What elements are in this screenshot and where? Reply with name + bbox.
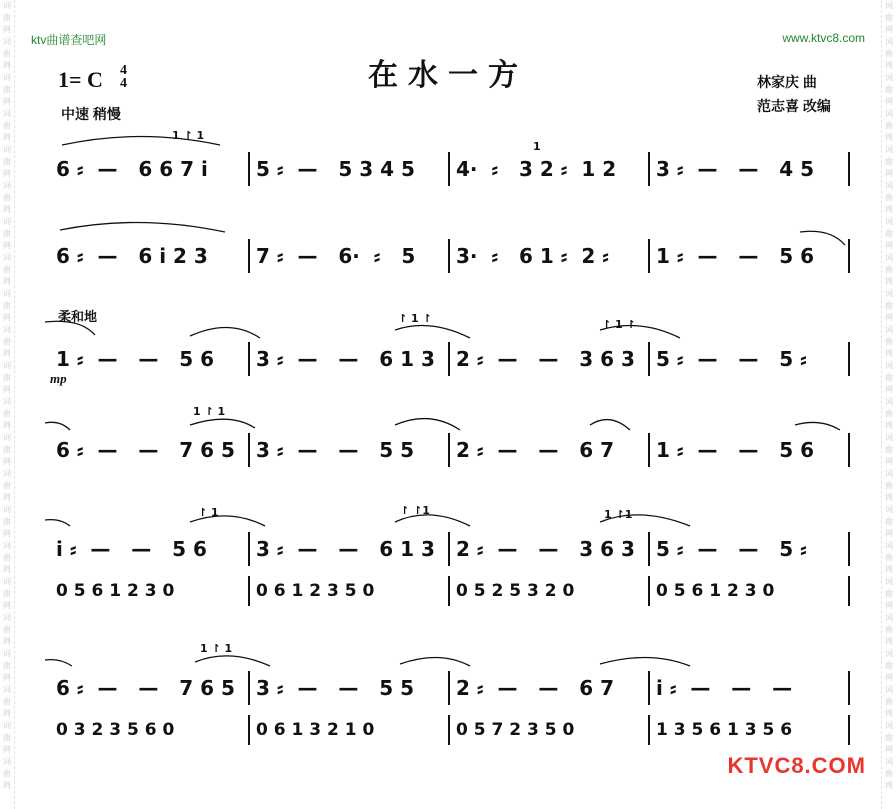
measure: 1 ⸗ — — 5 6 — [648, 433, 850, 467]
watermark-char: 曲 — [3, 769, 11, 778]
measure: 5 ⸗ — 5 3 4 5 — [248, 152, 448, 186]
svg-text:1 ↾ 1: 1 ↾ 1 — [193, 405, 226, 418]
watermark-char: 词 — [885, 685, 893, 694]
watermark-char: 词 — [885, 109, 893, 118]
watermark-char: 词 — [885, 145, 893, 154]
watermark-char: 词 — [3, 505, 11, 514]
watermark-char: 曲 — [885, 193, 893, 202]
watermark-char: 网 — [885, 529, 893, 538]
watermark-char: 网 — [3, 601, 11, 610]
watermark-char: 词 — [885, 73, 893, 82]
watermark-char: 词 — [885, 37, 893, 46]
watermark-char: 词 — [3, 685, 11, 694]
measure: 3 ⸗ — — 5 5 — [248, 671, 448, 705]
watermark-char: 词 — [885, 721, 893, 730]
watermark-char: 曲 — [3, 481, 11, 490]
watermark-char: 词 — [3, 541, 11, 550]
watermark-char: 网 — [885, 745, 893, 754]
watermark-char: 曲 — [885, 229, 893, 238]
watermark-char: 曲 — [885, 661, 893, 670]
watermark-char: 词 — [3, 181, 11, 190]
watermark-char: 网 — [885, 385, 893, 394]
watermark-char: 网 — [3, 781, 11, 790]
watermark-char: 网 — [885, 205, 893, 214]
watermark-char: 网 — [885, 493, 893, 502]
watermark-char: 网 — [885, 781, 893, 790]
watermark-char: 词 — [3, 397, 11, 406]
time-signature-top: 4 — [120, 63, 127, 78]
measure: 0 6 1 2 3 5 0 — [248, 576, 448, 606]
watermark-char: 曲 — [885, 49, 893, 58]
measure: 2 ⸗ — — 3 6 3 — [448, 342, 648, 376]
measure: 0 5 2 5 3 2 0 — [448, 576, 648, 606]
watermark-char: 曲 — [3, 589, 11, 598]
watermark-char: 曲 — [3, 157, 11, 166]
measure: 2 ⸗ — — 6 7 — [448, 671, 648, 705]
watermark-char: 网 — [885, 349, 893, 358]
measure: 3 ⸗ — — 6 1 3 — [248, 532, 448, 566]
watermark-char: 曲 — [3, 301, 11, 310]
watermark-char: 曲 — [885, 733, 893, 742]
watermark-char: 网 — [3, 133, 11, 142]
watermark-char: 曲 — [3, 553, 11, 562]
watermark-char: 词 — [3, 613, 11, 622]
watermark-char: 网 — [885, 313, 893, 322]
watermark-char: 网 — [3, 565, 11, 574]
measure: 0 3 2 3 5 6 0 — [56, 720, 175, 740]
arranger-credit: 范志喜 改编 — [757, 98, 831, 114]
watermark-char: 词 — [885, 649, 893, 658]
watermark-char: 曲 — [3, 121, 11, 130]
watermark-char: 曲 — [3, 13, 11, 22]
watermark-char: 网 — [3, 277, 11, 286]
watermark-char: 词 — [885, 1, 893, 10]
watermark-char: 词 — [3, 109, 11, 118]
watermark-char: 词 — [3, 253, 11, 262]
svg-text:↾ 1 ↾: ↾ 1 ↾ — [398, 312, 432, 325]
measure: 0 5 6 1 2 3 0 — [648, 576, 850, 606]
watermark-char: 网 — [885, 133, 893, 142]
watermark-char: 网 — [3, 61, 11, 70]
watermark-char: 词 — [3, 361, 11, 370]
svg-text:1 ↾ 1: 1 ↾ 1 — [200, 642, 233, 655]
watermark-char: 词 — [3, 217, 11, 226]
watermark-char: 网 — [885, 61, 893, 70]
watermark-char: 网 — [3, 97, 11, 106]
site-name-watermark: ktv曲谱查吧网 — [31, 33, 107, 47]
measure: 6 ⸗ — — 7 6 5 — [56, 437, 235, 462]
watermark-char: 网 — [885, 673, 893, 682]
watermark-char: 曲 — [3, 337, 11, 346]
watermark-char: 词 — [3, 325, 11, 334]
watermark-char: 词 — [3, 1, 11, 10]
watermark-char: 词 — [885, 217, 893, 226]
watermark-char: 网 — [885, 565, 893, 574]
watermark-char: 曲 — [885, 301, 893, 310]
watermark-char: 曲 — [3, 193, 11, 202]
watermark-char: 网 — [3, 745, 11, 754]
watermark-char: 曲 — [885, 409, 893, 418]
watermark-char: 词 — [3, 37, 11, 46]
watermark-char: 网 — [885, 457, 893, 466]
watermark-char: 网 — [3, 529, 11, 538]
watermark-char: 曲 — [3, 697, 11, 706]
watermark-char: 词 — [885, 289, 893, 298]
watermark-char: 曲 — [3, 49, 11, 58]
watermark-char: 网 — [3, 709, 11, 718]
svg-text:1: 1 — [533, 140, 541, 153]
measure: 1 ⸗ — — 5 6 — [56, 346, 215, 371]
watermark-char: 曲 — [3, 373, 11, 382]
watermark-char: 网 — [885, 709, 893, 718]
watermark-char: 词 — [885, 253, 893, 262]
watermark-char: 网 — [3, 385, 11, 394]
watermark-char: 曲 — [885, 769, 893, 778]
measure: i ⸗ — — — — [648, 671, 850, 705]
watermark-char: 网 — [885, 97, 893, 106]
measure: 3 ⸗ — — 5 5 — [248, 433, 448, 467]
watermark-char: 网 — [3, 637, 11, 646]
watermark-char: 曲 — [885, 13, 893, 22]
watermark-char: 词 — [885, 181, 893, 190]
watermark-char: 词 — [3, 73, 11, 82]
measure: 6 ⸗ — 6 6 7 i — [56, 156, 208, 181]
watermark-char: 网 — [3, 169, 11, 178]
watermark-char: 曲 — [885, 481, 893, 490]
key-signature: 1= C — [58, 67, 103, 92]
measure: 7 ⸗ — 6· ⸗ 5 — [248, 239, 448, 273]
watermark-char: 网 — [885, 241, 893, 250]
tempo-marking: 中速 稍慢 — [61, 106, 121, 122]
watermark-char: 曲 — [885, 589, 893, 598]
watermark-char: 词 — [3, 577, 11, 586]
measure: 3 ⸗ — — 6 1 3 — [248, 342, 448, 376]
watermark-char: 网 — [3, 673, 11, 682]
measure: 2 ⸗ — — 3 6 3 — [448, 532, 648, 566]
watermark-char: 词 — [3, 469, 11, 478]
watermark-char: 网 — [885, 169, 893, 178]
watermark-char: 词 — [885, 361, 893, 370]
site-url-watermark: www.ktvc8.com — [782, 31, 865, 45]
watermark-char: 网 — [885, 277, 893, 286]
measure: 3 ⸗ — — 4 5 — [648, 152, 850, 186]
svg-text:1 ↾1: 1 ↾1 — [604, 508, 633, 521]
watermark-char: 曲 — [885, 553, 893, 562]
watermark-char: 词 — [885, 505, 893, 514]
measure: 1 ⸗ — — 5 6 — [648, 239, 850, 273]
watermark-char: 曲 — [3, 85, 11, 94]
watermark-char: 曲 — [3, 409, 11, 418]
measure: i ⸗ — — 5 6 — [56, 536, 207, 561]
measure: 1 3 5 6 1 3 5 6 — [648, 715, 850, 745]
watermark-char: 词 — [885, 469, 893, 478]
composer-credit: 林家庆 曲 — [757, 74, 817, 90]
watermark-char: 曲 — [3, 661, 11, 670]
watermark-char: 曲 — [3, 265, 11, 274]
watermark-char: 网 — [3, 493, 11, 502]
measure: 0 5 7 2 3 5 0 — [448, 715, 648, 745]
measure: 0 6 1 3 2 1 0 — [248, 715, 448, 745]
watermark-char: 网 — [3, 457, 11, 466]
watermark-char: 曲 — [885, 121, 893, 130]
watermark-char: 曲 — [3, 733, 11, 742]
watermark-char: 词 — [3, 649, 11, 658]
measure: 5 ⸗ — — 5 ⸗ — [648, 532, 850, 566]
watermark-char: 网 — [3, 205, 11, 214]
watermark-char: 词 — [3, 433, 11, 442]
svg-text:1 ↾ 1: 1 ↾ 1 — [172, 129, 205, 142]
watermark-char: 曲 — [885, 373, 893, 382]
watermark-char: 网 — [885, 421, 893, 430]
measure: 4· ⸗ 3 2 ⸗ 1 2 — [448, 152, 648, 186]
watermark-char: 曲 — [3, 445, 11, 454]
watermark-char: 曲 — [3, 517, 11, 526]
measure: 5 ⸗ — — 5 ⸗ — [648, 342, 850, 376]
watermark-char: 词 — [885, 325, 893, 334]
watermark-char: 词 — [885, 577, 893, 586]
expression-marking: 柔和地 — [58, 309, 98, 324]
measure: 6 ⸗ — 6 i 2 3 — [56, 243, 208, 268]
watermark-char: 词 — [3, 145, 11, 154]
watermark-char: 词 — [885, 541, 893, 550]
watermark-char: 网 — [3, 241, 11, 250]
watermark-char: 网 — [885, 637, 893, 646]
svg-text:↾ 1: ↾ 1 — [198, 506, 219, 519]
svg-text:↾ 1 ↾: ↾ 1 ↾ — [602, 318, 636, 331]
measure: 0 5 6 1 2 3 0 — [56, 581, 175, 601]
watermark-char: 曲 — [3, 229, 11, 238]
time-signature-bottom: 4 — [120, 76, 127, 91]
watermark-char: 曲 — [885, 337, 893, 346]
measure: 2 ⸗ — — 6 7 — [448, 433, 648, 467]
watermark-char: 曲 — [885, 157, 893, 166]
watermark-char: 网 — [3, 25, 11, 34]
svg-text:↾ ↾1: ↾ ↾1 — [400, 504, 430, 517]
watermark-char: 曲 — [885, 85, 893, 94]
watermark-char: 词 — [3, 721, 11, 730]
watermark-char: 词 — [885, 613, 893, 622]
watermark-char: 词 — [885, 397, 893, 406]
watermark-char: 词 — [885, 757, 893, 766]
watermark-char: 词 — [885, 433, 893, 442]
watermark-char: 曲 — [885, 697, 893, 706]
watermark-char: 曲 — [885, 517, 893, 526]
song-title: 在水一方 — [368, 58, 528, 93]
watermark-char: 网 — [3, 313, 11, 322]
watermark-char: 词 — [3, 289, 11, 298]
watermark-char: 曲 — [885, 625, 893, 634]
dynamic-marking: mp — [50, 371, 67, 386]
measure: 3· ⸗ 6 1 ⸗ 2 ⸗ — [448, 239, 648, 273]
watermark-char: 网 — [885, 25, 893, 34]
watermark-char: 曲 — [885, 265, 893, 274]
watermark-char: 词 — [3, 757, 11, 766]
watermark-char: 曲 — [885, 445, 893, 454]
watermark-char: 曲 — [3, 625, 11, 634]
measure: 6 ⸗ — — 7 6 5 — [56, 675, 235, 700]
watermark-char: 网 — [885, 601, 893, 610]
site-logo: KTVC8.COM — [727, 753, 866, 778]
watermark-char: 网 — [3, 421, 11, 430]
watermark-char: 网 — [3, 349, 11, 358]
